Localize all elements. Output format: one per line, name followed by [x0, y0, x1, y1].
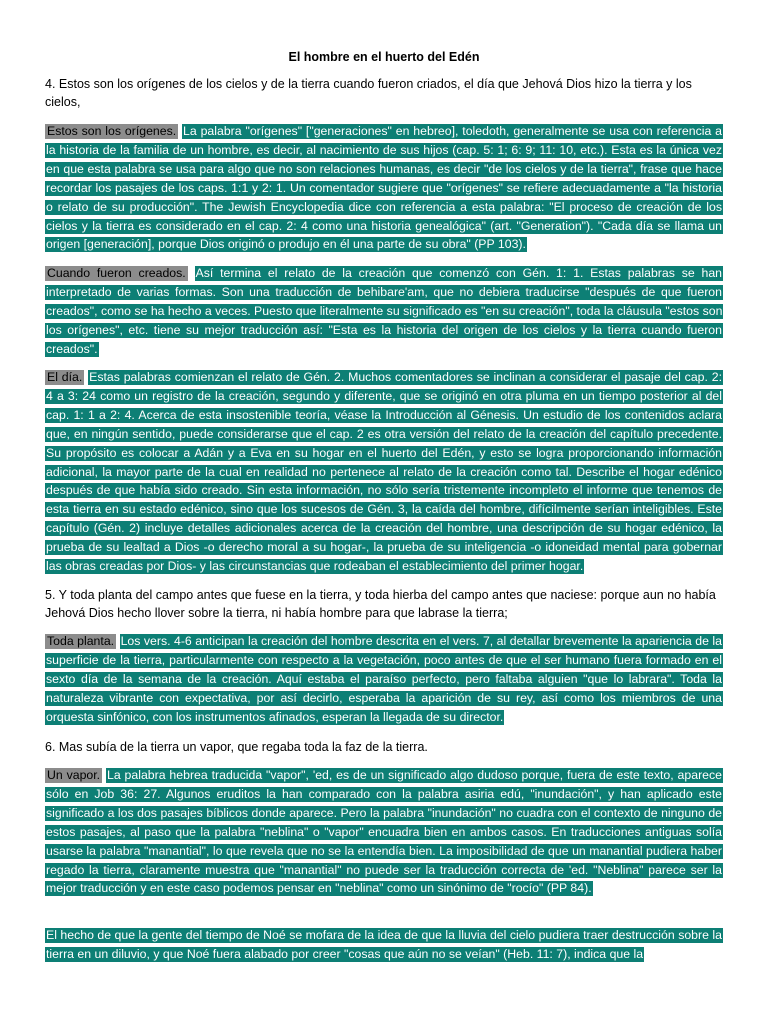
verse-5: 5. Y toda planta del campo antes que fuese en la tierra, y toda hierba del campo antes que naciese: porque aun no había Jehová Dios hecho llover sobre la tierra, ni había hombre para que labrase la tierra; [45, 588, 716, 620]
commentary-paragraph-3 [45, 368, 723, 576]
commentary-text: Estas palabras comienzan el relato de Gén. 2. Muchos comentadores se inclinan a considerar el pasaje del cap. 2: 4 a 3: 24 como un registro de la creación, segundo y diferente, que se originó en otra pluma en un tiempo posterior al del cap. 1: 1 a 2: 4. Acerca de esta insostenible teoría, véase la Introducción al Génesis. Un estudio de los contenidos aclara que, en ningún sentido, puede considerarse que el cap. 2 es otra versión del relato de la creación del capítulo precedente. Su propósito es colocar a Adán y a Eva en su hogar en el huerto del Edén, y esto se logra proporcionando información adicional, la mayor parte de la cual en realidad no pertenece al relato de la creación como tal. Describe el hogar edénico después de que había sido creado. Sin esta información, no sólo sería tristemente incompleto el informe que tenemos de esta tierra en su estado edénico, sino que los sucesos de Gén. 3, la caída del hombre, difícilmente serían inteligibles. Este capítulo (Gén. 2) incluye detalles adicionales acerca de la creación del hombre, una descripción de su hogar edénico, la prueba de su lealtad a Dios -o derecho moral a su hogar-, la prueba de su inteligencia -o idoneidad mental para gobernar las obras creadas por Dios- y las circunstancias que rodeaban el establecimiento del primer hogar. [46, 370, 722, 574]
commentary-paragraph-6 [45, 926, 723, 964]
commentary-paragraph-1 [45, 122, 723, 254]
term-highlight: Un vapor. [47, 768, 101, 782]
term-highlight: Cuando fueron creados. [47, 266, 186, 280]
page-title: El hombre en el huerto del Edén [288, 50, 480, 64]
verse-4: 4. Estos son los orígenes de los cielos y de la tierra cuando fueron criados, el día que Jehová Dios hizo la tierra y los cielos, [45, 77, 692, 109]
commentary-text: La palabra "orígenes" ["generaciones" en hebreo], toledoth, generalmente se usa con referencia a la historia de la familia de un hombre, es decir, al nacimiento de sus hijos (cap. 5: 1; 6: 9; 11: 10, etc.). Esta es la única vez en que esta palabra se usa para algo que no son relaciones humanas, es decir "de los cielos y de la tierra", frase que hace recordar los pasajes de los caps. 1:1 y 2: 1. Un comentador sugiere que "orígenes" se refiere adecuadamente a "la historia o relato de su producción". The Jewish Encyclopedia dice con referencia a esta palabra: "El proceso de creación de los cielos y la tierra es considerado en el cap. 2: 4 como una historia genealógica" (art. "Generation"). "Cada día se llama un origen [generación], porque Dios originó o produjo en él una parte de su obra" (PP 103). [46, 124, 723, 252]
commentary-paragraph-5 [45, 766, 723, 898]
commentary-text: Los vers. 4-6 anticipan la creación del hombre descrita en el vers. 7, al detallar brevemente la apariencia de la superficie de la tierra, particularmente con respecto a la vegetación, poco antes de que el ser humano fuera formado en el sexto día de la semana de la creación. Aquí estaba el paraíso perfecto, pero faltaba alguien "que lo labrara". Toda la naturaleza vibrante con expectativa, por así decirlo, esperaba la aparición de su rey, así como los miembros de una orquesta sinfónico, con los instrumentos afinados, esperan la llegada de su director. [46, 634, 722, 724]
term-highlight: El día. [47, 370, 83, 384]
commentary-text: La palabra hebrea traducida "vapor", 'ed, es de un significado algo dudoso porque, fuera de este texto, aparece sólo en Job 36: 27. Algunos eruditos la han comparado con la palabra asiria edú, "inundación", y han aplicado este significado a los dos pasajes bíblicos donde aparece. Pero la palabra "inundación" no cuadra con el contexto de ninguno de estos pasajes, al paso que la palabra "neblina" o "vapor" encuadra bien en ambos casos. En traducciones antiguas solía usarse la palabra "manantial", lo que revela que no se la entendía bien. La imposibilidad de que un manantial pudiera haber regado la tierra, claramente muestra que "manantial" no puede ser la traducción correcta de 'ed. "Neblina" parece ser la mejor traducción y en este caso podemos pensar en "neblina" como un sinónimo de "rocío" (PP 84). [46, 768, 722, 896]
term-highlight: Toda planta. [47, 634, 115, 648]
term-highlight: Estos son los orígenes. [47, 124, 177, 138]
commentary-text: Así termina el relato de la creación que comenzó con Gén. 1: 1. Estas palabras se han interpretado de varias formas. Son una traducción de behibare'am, que no debiera traducirse "después de que fueron creados", como se ha hecho a veces. Puesto que literalmente su significado es "en su creación", toda la cláusula "estos son los orígenes", etc. tiene su mejor traducción así: "Esta es la historia del origen de los cielos y la tierra cuando fueron creados". [46, 266, 723, 356]
verse-6: 6. Mas subía de la tierra un vapor, que regaba toda la faz de la tierra. [45, 740, 428, 754]
commentary-paragraph-2 [45, 264, 723, 359]
commentary-paragraph-4 [45, 632, 723, 727]
commentary-text: El hecho de que la gente del tiempo de Noé se mofara de la idea de que la lluvia del cielo pudiera traer destrucción sobre la tierra en un diluvio, y que Noé fuera alabado por creer "cosas que aún no se veían" (Heb. 11: 7), indica que la [46, 928, 722, 961]
